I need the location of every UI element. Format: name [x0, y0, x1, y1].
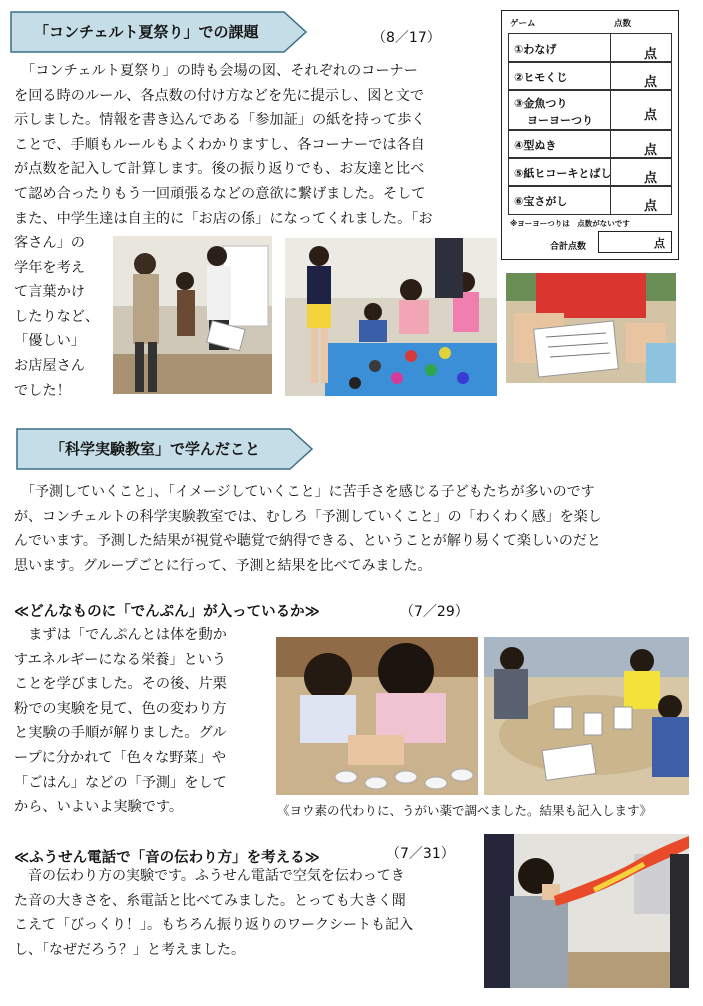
- section-heading: 「コンチェルト夏祭り」での課題: [34, 23, 259, 41]
- card-row-label: ⑤紙ヒコーキとばし: [514, 167, 612, 180]
- text-line: 「ごはん」などの「予測」をして: [14, 774, 227, 791]
- text-line: が、コンチェルトの科学実験教室では、むしろ「予測していくこと」の「わくわく感」を楽し: [14, 508, 602, 525]
- card-row-point: 点: [643, 171, 657, 186]
- card-total-label: 合計点数: [550, 242, 587, 252]
- photo-fishing-game: [285, 238, 497, 396]
- event-date: （7／29）: [400, 604, 469, 620]
- card-row-point: 点: [643, 47, 657, 62]
- text-line: ープに分かれて「色々な野菜」や: [14, 749, 227, 766]
- text-line: し、「なぜだろう？」と考えました。: [14, 941, 245, 958]
- section1-side-text: [14, 231, 114, 403]
- section3-paragraph: [14, 623, 270, 820]
- event-date: （7／31）: [386, 846, 455, 862]
- card-row-point: 点: [643, 143, 657, 158]
- card-total-box: [598, 231, 672, 253]
- card-row-point: 点: [643, 108, 657, 123]
- card-row: [508, 33, 672, 63]
- text-line: て言葉かけ: [14, 284, 85, 301]
- text-line: が点数を記入して計算します。後の振り返りでも、お友達と比べ: [14, 161, 425, 178]
- card-note: ※ヨーヨーつりは 点数がないです: [510, 219, 630, 228]
- photo-balloon-phone: [484, 834, 689, 988]
- card-row: [508, 89, 672, 131]
- text-line: 「予測していくこと」、「イメージしていくこと」に苦手さを感じる子どもたちが多いのです: [14, 484, 595, 500]
- subsection-heading: ≪ふうせん電話で「音の伝わり方」を考える≫: [14, 850, 320, 866]
- event-date: （8／17）: [372, 30, 441, 46]
- photo-starch-experiment: [276, 637, 478, 795]
- subsection-heading: ≪どんなものに「でんぷん」が入っているか≫: [14, 604, 320, 620]
- text-line: 思います。グループごとに行って、予測と結果を比べてみました。: [14, 557, 432, 574]
- card-row: [508, 61, 672, 91]
- card-total-point: 点: [654, 237, 665, 250]
- text-line: 粉での実験を見て、色の変わり方: [14, 700, 227, 717]
- text-line: また、中学生達は自主的に「お店の係」になってくれました。「お: [14, 210, 433, 227]
- section-heading-banner: [16, 428, 314, 470]
- text-line: んでいます。予測した結果が視覚や聴覚で納得できる、ということが解り易くて楽しいのだと: [14, 533, 601, 550]
- text-line: から、いよいよ実験です。: [14, 799, 184, 816]
- text-line: を回る時のルール、各点数の付け方などを先に提示し、図と文で: [14, 87, 425, 104]
- card-row-sublabel: ヨーヨーつり: [527, 114, 593, 127]
- section-heading: 「科学実験教室」で学んだこと: [50, 440, 261, 458]
- text-line: 客さん」の: [14, 235, 85, 251]
- photo-child-writing: [506, 273, 676, 383]
- text-line: 「コンチェルト夏祭り」の時も会場の図、それぞれのコーナー: [14, 63, 418, 79]
- section4-paragraph: [14, 864, 484, 962]
- text-line: 音の伝わり方の実験です。ふうせん電話で空気を伝わってき: [14, 868, 405, 884]
- card-header-points: 点数: [614, 19, 632, 29]
- text-line: お店屋さん: [14, 357, 85, 374]
- text-line: た音の大きさを、糸電話と比べてみました。とっても大きく聞: [14, 892, 406, 909]
- card-row-point: 点: [643, 75, 657, 90]
- text-line: 学年を考え: [14, 259, 85, 276]
- text-line: まずは「でんぷんとは体を動か: [14, 627, 227, 643]
- section-heading-banner: [10, 11, 308, 53]
- card-row-label: ③金魚つり: [514, 97, 568, 110]
- photo-group-table: [484, 637, 689, 795]
- card-row-label: ②ヒモくじ: [514, 71, 568, 84]
- text-line: 示しました。情報を書き込んである「参加証」の紙を持って歩く: [14, 112, 426, 129]
- text-line: でした！: [14, 382, 71, 399]
- section1-paragraph: [14, 59, 498, 231]
- text-line: ことで、手順もルールもよくわかりますし、各コーナーでは各自: [14, 136, 425, 153]
- card-row: [508, 157, 672, 187]
- card-row: [508, 129, 672, 159]
- card-row-point: 点: [643, 199, 657, 214]
- text-line: こえて「びっくり！」。もちろん振り返りのワークシートも記入: [14, 917, 413, 934]
- photo-festival-venue: [113, 236, 272, 394]
- text-line: て認め合ったりもう一回頑張るなどの意欲に繋げました。そして: [14, 185, 426, 202]
- card-row-label: ⑥宝さがし: [514, 195, 568, 208]
- text-line: 「優しい」: [14, 333, 85, 350]
- card-row-label: ④型ぬき: [514, 139, 557, 152]
- text-line: すエネルギーになる栄養」という: [14, 651, 227, 668]
- text-line: と実験の手順が解りました。グル: [14, 725, 227, 742]
- card-row-label: ①わなげ: [514, 43, 557, 56]
- card-row: [508, 185, 672, 215]
- section2-paragraph: [14, 480, 696, 578]
- photo-caption: 《ヨウ素の代わりに、うがい薬で調べました。結果も記入します》: [277, 803, 653, 818]
- card-header-game: ゲーム: [510, 19, 536, 29]
- text-line: ことを学びました。その後、片栗: [14, 676, 227, 693]
- score-card-image: [501, 10, 679, 260]
- text-line: したりなど、: [14, 308, 100, 325]
